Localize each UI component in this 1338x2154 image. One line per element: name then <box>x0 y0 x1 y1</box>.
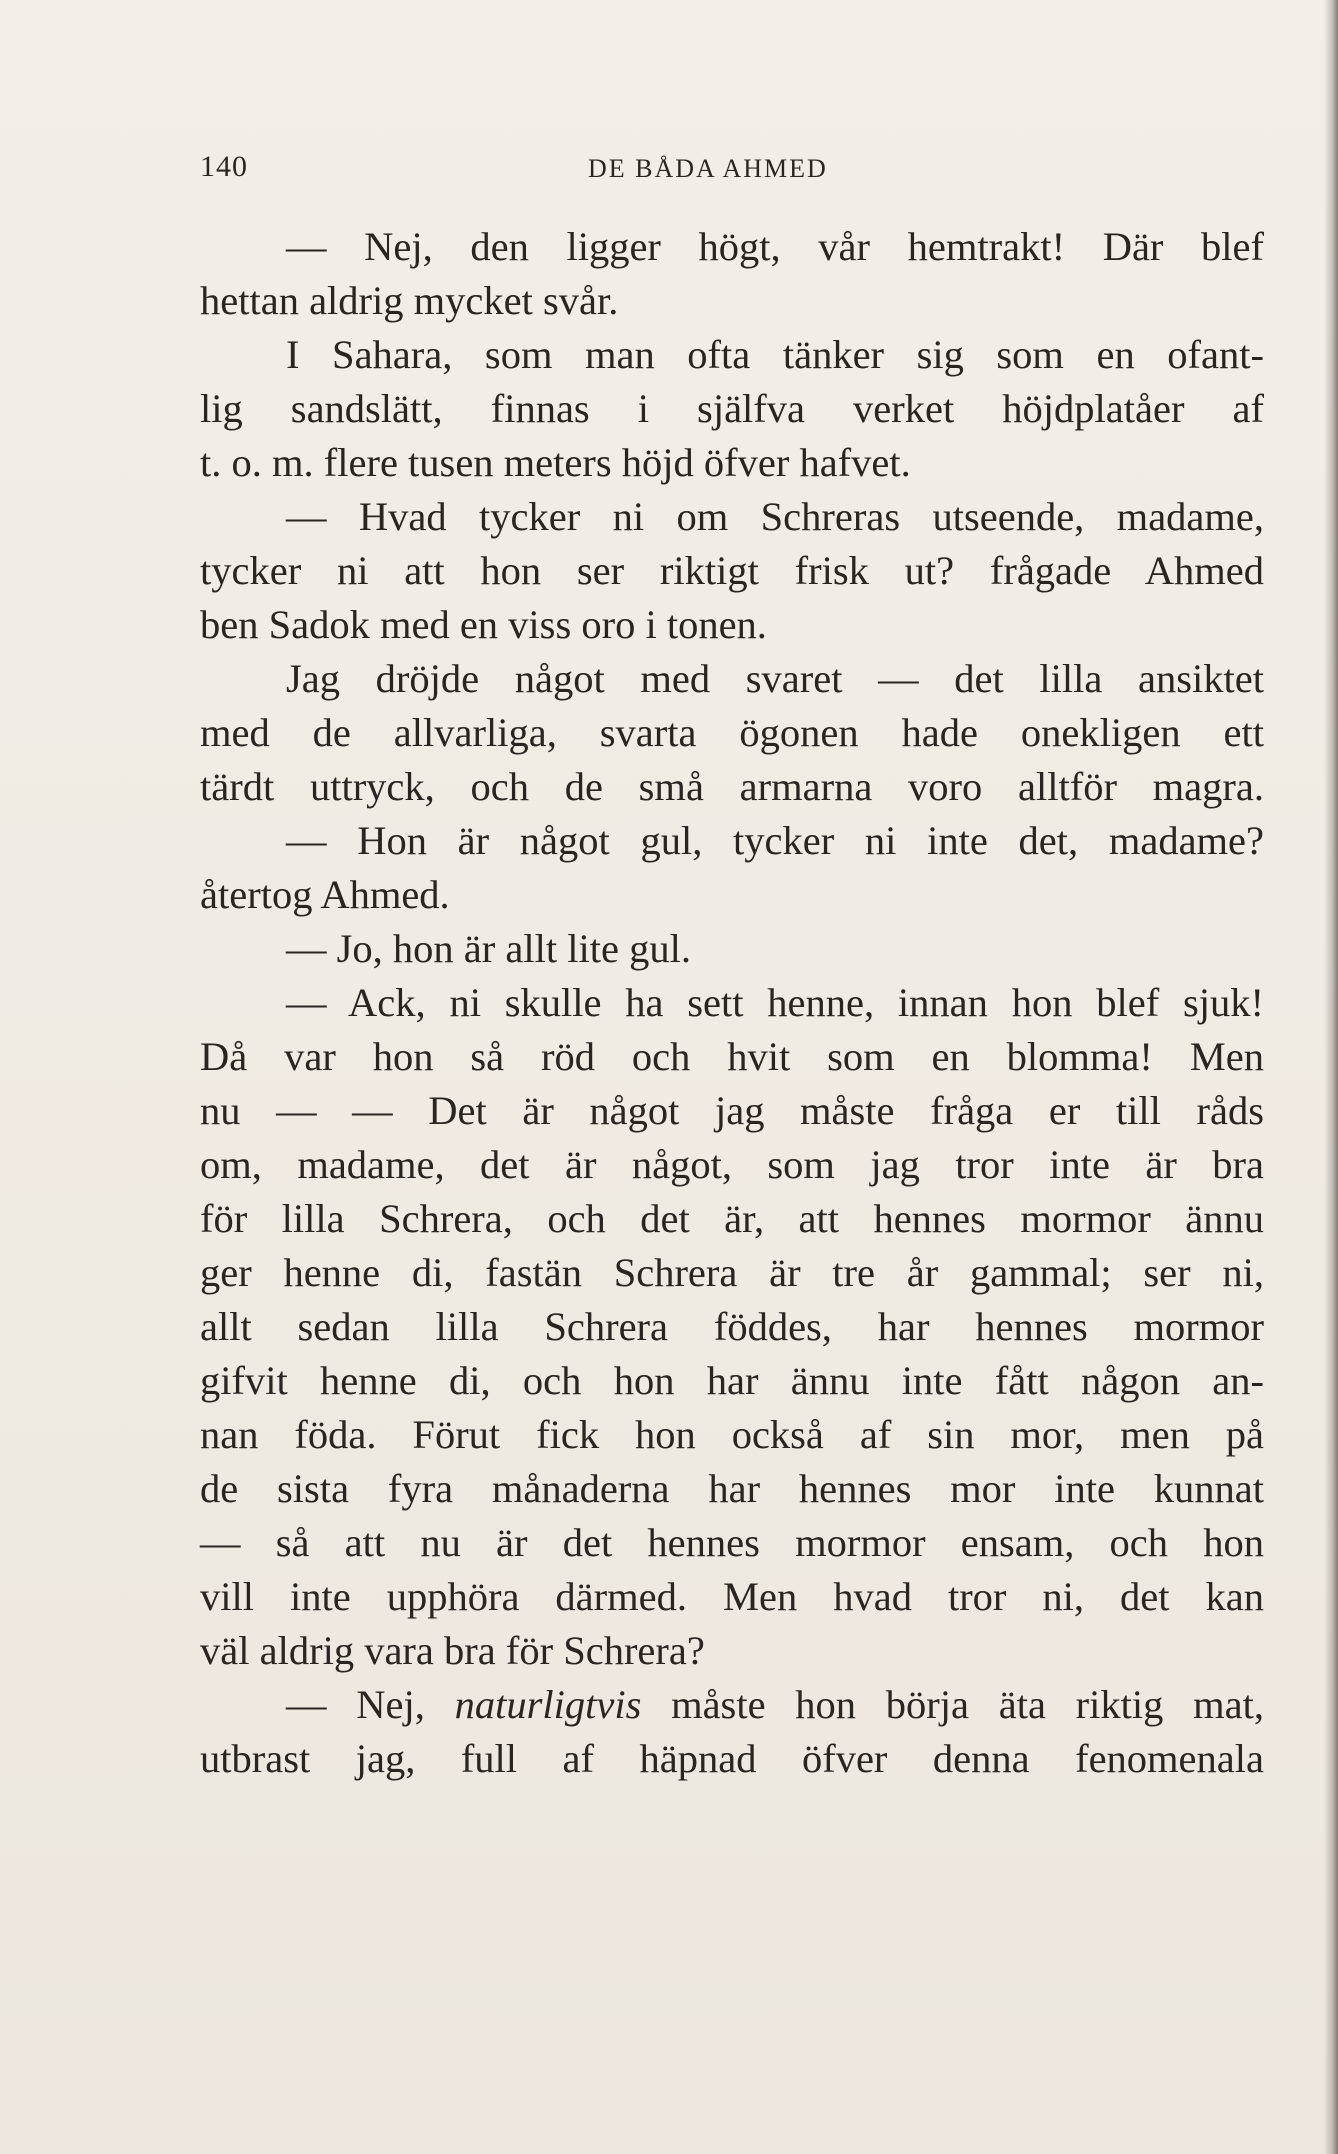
text-line: allt sedan lilla Schrera föddes, har hennes mormor <box>200 1304 1264 1349</box>
text-line: tärdt uttryck, och de små armarna voro alltför magra. <box>200 764 1264 809</box>
body-text <box>200 220 1264 1786</box>
text-line: väl aldrig vara bra för Schrera? <box>200 1628 705 1673</box>
running-head: DE BÅDA AHMED <box>588 154 828 183</box>
text-line: återtog Ahmed. <box>200 872 450 917</box>
text-line: — Jo, hon är allt lite gul. <box>286 926 691 971</box>
page-edge-shadow <box>1324 0 1338 2154</box>
text-line: för lilla Schrera, och det är, att hennes mormor ännu <box>200 1196 1264 1241</box>
text-line: ger henne di, fastän Schrera är tre år gammal; ser ni, <box>200 1250 1264 1295</box>
text-line: tycker ni att hon ser riktigt frisk ut? frågade Ahmed <box>200 548 1264 593</box>
text-line: — Ack, ni skulle ha sett henne, innan hon blef sjuk! <box>286 980 1264 1025</box>
text-line: Då var hon så röd och hvit som en blomma! Men <box>200 1034 1264 1079</box>
text-line: om, madame, det är något, som jag tror inte är bra <box>200 1142 1264 1187</box>
text-fragment: — Nej, <box>286 1682 455 1727</box>
text-line: t. o. m. flere tusen meters höjd öfver hafvet. <box>200 440 911 485</box>
text-line: lig sandslätt, finnas i själfva verket höjdplatåer af <box>200 386 1264 431</box>
text-line: — Hon är något gul, tycker ni inte det, madame? <box>286 818 1264 863</box>
text-line: hettan aldrig mycket svår. <box>200 278 619 323</box>
text-line: gifvit henne di, och hon har ännu inte fått någon an- <box>200 1358 1264 1403</box>
text-fragment: måste hon börja äta riktig mat, <box>641 1682 1264 1727</box>
text-line: utbrast jag, full af häpnad öfver denna fenomenala <box>200 1736 1264 1781</box>
text-line: de sista fyra månaderna har hennes mor inte kunnat <box>200 1466 1264 1511</box>
text-line: ben Sadok med en viss oro i tonen. <box>200 602 767 647</box>
italic-word: naturligtvis <box>454 1682 642 1727</box>
text-line: vill inte upphöra därmed. Men hvad tror ni, det kan <box>200 1574 1264 1619</box>
text-line: med de allvarliga, svarta ögonen hade onekligen ett <box>200 710 1264 755</box>
page-number: 140 <box>200 150 248 183</box>
text-line-italic-word <box>200 1678 1264 1732</box>
text-line: — Hvad tycker ni om Schreras utseende, madame, <box>286 494 1264 539</box>
text-line: nu — — Det är något jag måste fråga er till råds <box>200 1088 1264 1133</box>
text-line: Jag dröjde något med svaret — det lilla ansiktet <box>286 656 1264 701</box>
text-line: — Nej, den ligger högt, vår hemtrakt! Där blef <box>286 224 1264 269</box>
text-line: nan föda. Förut fick hon också af sin mor, men på <box>200 1412 1264 1457</box>
text-line: I Sahara, som man ofta tänker sig som en ofant- <box>286 332 1264 377</box>
text-line: — så att nu är det hennes mormor ensam, och hon <box>200 1520 1264 1565</box>
page-header <box>200 150 1270 190</box>
